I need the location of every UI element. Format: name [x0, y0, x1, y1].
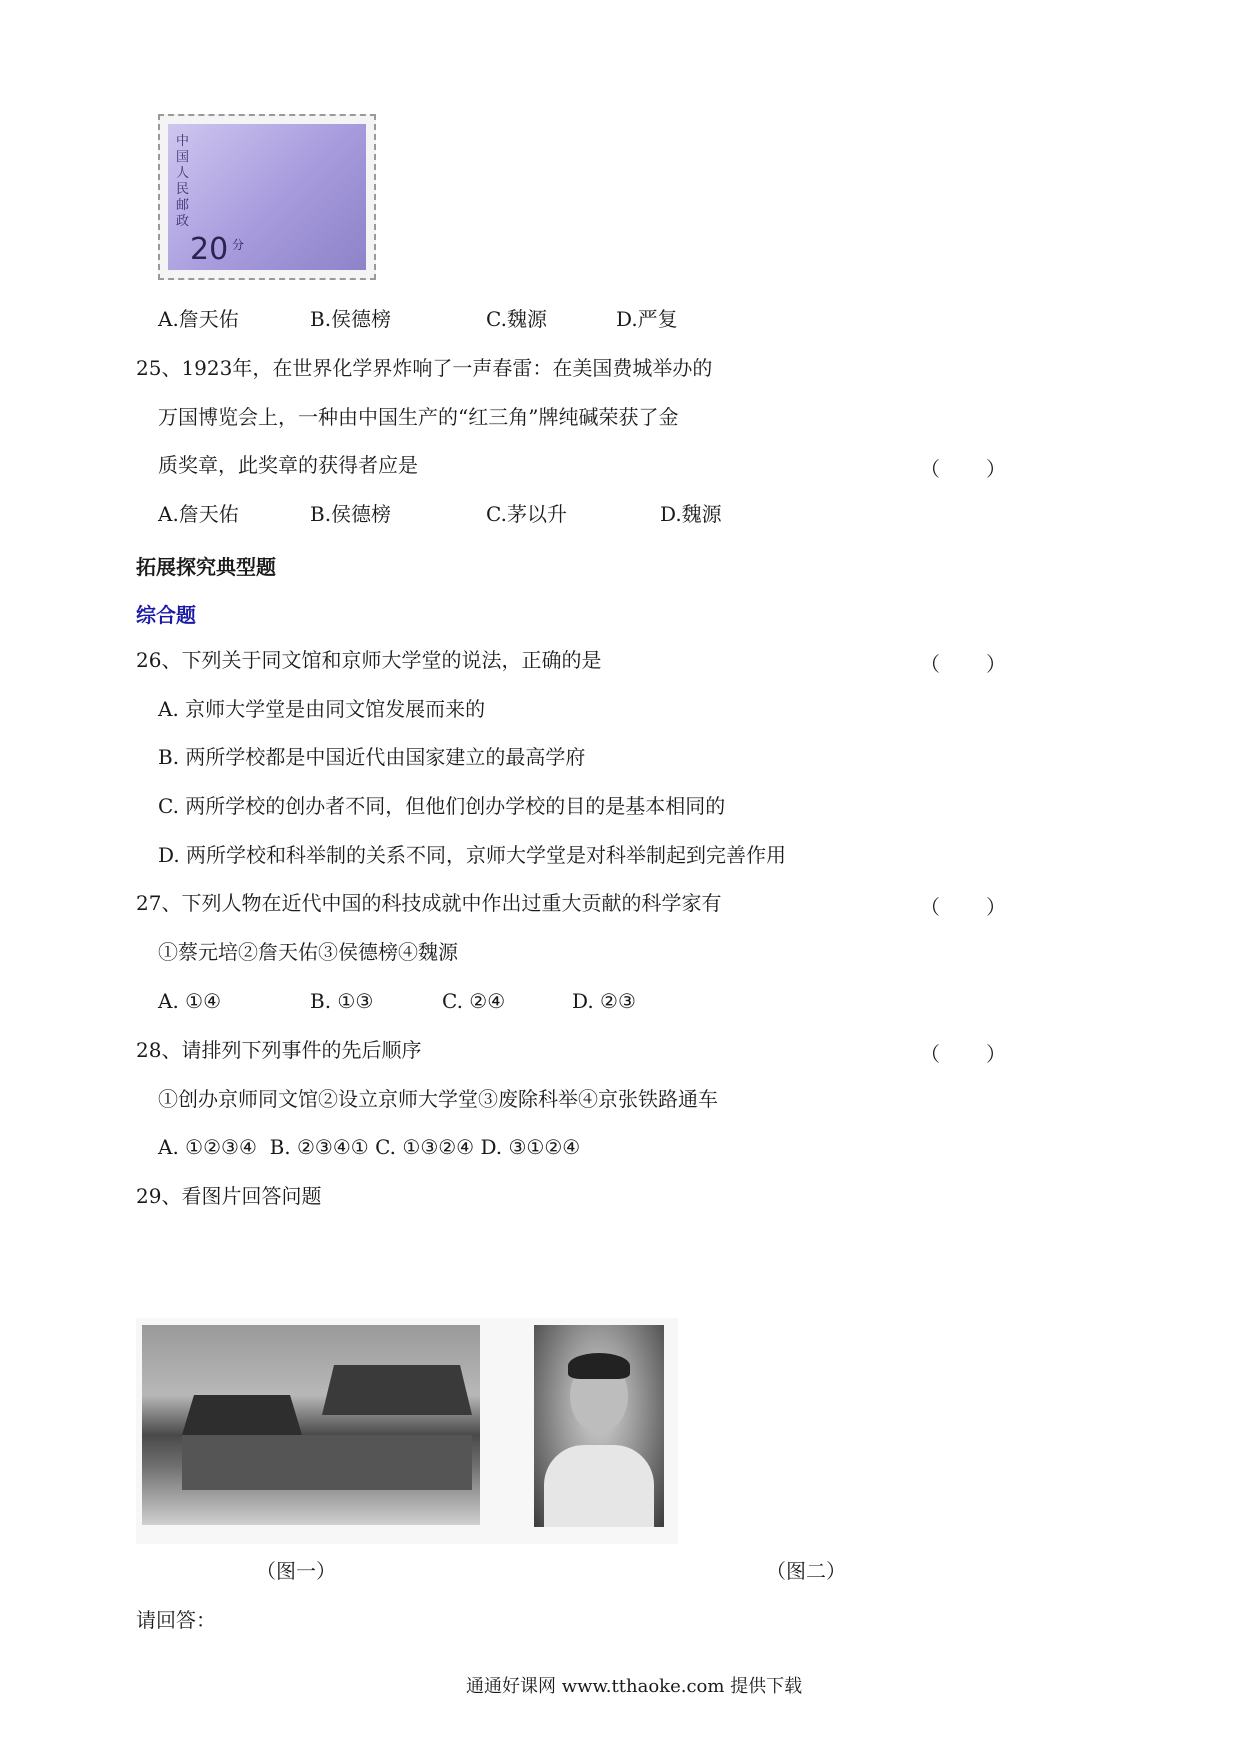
q26-option-a: A. 京师大学堂是由同文馆发展而来的 [158, 697, 486, 721]
q27-option-a: A. ①④ [158, 989, 222, 1013]
q27-items: ①蔡元培②詹天佑③侯德榜④魏源 [158, 940, 458, 964]
q26-stem: 26、下列关于同文馆和京师大学堂的说法，正确的是 [136, 648, 602, 672]
q28-stem: 28、请排列下列事件的先后顺序 [136, 1038, 422, 1062]
page-footer: 通通好课网 www.tthaoke.com 提供下载 [466, 1676, 803, 1697]
q26-option-c: C. 两所学校的创办者不同，但他们创办学校的目的是基本相同的 [158, 794, 726, 818]
q25-option-c: C.茅以升 [486, 502, 567, 526]
figure-2-portrait-photo [534, 1325, 664, 1527]
q25-option-a: A.詹天佑 [158, 502, 239, 526]
q25-option-d: D.魏源 [660, 502, 722, 526]
q27-option-b: B. ①③ [310, 989, 374, 1013]
q26-option-b: B. 两所学校都是中国近代由国家建立的最高学府 [158, 745, 586, 769]
stamp-image [158, 114, 376, 280]
answer-prompt: 请回答： [136, 1608, 216, 1632]
q26-option-d: D. 两所学校和科举制的关系不同，京师大学堂是对科举制起到完善作用 [158, 843, 787, 867]
q24-option-c: C.魏源 [486, 307, 547, 331]
figure-1-building-photo [142, 1325, 480, 1525]
q24-option-d: D.严复 [616, 307, 678, 331]
stamp-portrait [168, 124, 366, 270]
q24-option-a: A.詹天佑 [158, 307, 239, 331]
stamp-unit: 分 [232, 238, 245, 252]
q27-option-d: D. ②③ [572, 989, 636, 1013]
figure-2-caption: （图二） [766, 1559, 846, 1583]
q28-options: A. ①②③④ B. ②③④① C. ①③②④ D. ③①②④ [158, 1135, 581, 1159]
q29-stem: 29、看图片回答问题 [136, 1184, 322, 1208]
q27-stem: 27、下列人物在近代中国的科技成就中作出过重大贡献的科学家有 [136, 891, 722, 915]
stamp-value: 20 [190, 232, 229, 267]
section-title: 拓展探究典型题 [136, 555, 276, 579]
q25-line-2: 万国博览会上，一种由中国生产的“红三角”牌纯碱荣获了金 [158, 405, 679, 429]
q28-items: ①创办京师同文馆②设立京师大学堂③废除科举④京张铁路通车 [158, 1087, 718, 1111]
figure-1-caption: （图一） [256, 1559, 336, 1583]
q27-option-c: C. ②④ [442, 989, 506, 1013]
q25-line-3: 质奖章，此奖章的获得者应是 [158, 453, 418, 477]
figure-photos [136, 1318, 678, 1544]
q25-option-b: B.侯德榜 [310, 502, 392, 526]
stamp-country-text: 中国人民邮政 [176, 134, 190, 229]
q24-option-b: B.侯德榜 [310, 307, 392, 331]
subsection-title: 综合题 [136, 603, 196, 627]
q25-line-1: 25、1923年，在世界化学界炸响了一声春雷：在美国费城举办的 [136, 356, 713, 380]
